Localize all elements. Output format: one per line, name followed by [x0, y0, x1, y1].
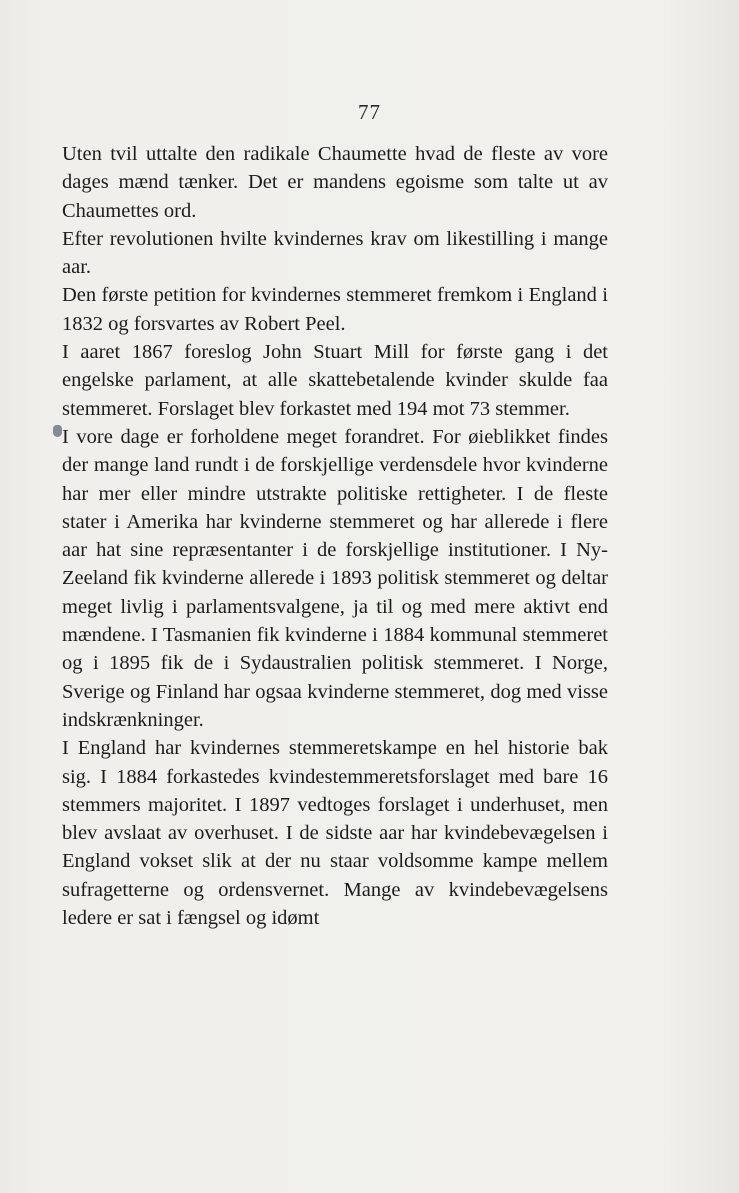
- ink-spot: [53, 425, 62, 437]
- paragraph-5: I vore dage er forholdene meget forandret. For øieblikket findes der mange land rundt i de forskjellige verdensdele hvor kvinderne har mer eller mindre utstrakte politiske rettigheter. I de fleste stater i Amerika har kvinderne stemmeret og har allerede i flere aar hat sine repræsentanter i de forskjellige institutioner. I Ny-Zeeland fik kvinderne allerede i 1893 politisk stemmeret og deltar meget livlig i parlamentsvalgene, ja til og med mere aktivt end mændene. I Tasmanien fik kvinderne i 1884 kommunal stemmeret og i 1895 fik de i Sydaustralien politisk stemmeret. I Norge, Sverige og Finland har ogsaa kvinderne stemmeret, dog med visse indskrænkninger.: [62, 425, 608, 731]
- page-number: 77: [358, 100, 381, 124]
- paragraph-1: Uten tvil uttalte den radikale Chaumette hvad de fleste av vore dages mænd tænker. Det er mandens egoisme som talte ut av Chaumettes ord.: [62, 143, 608, 222]
- paragraph-2: Efter revolutionen hvilte kvindernes krav om likestilling i mange aar.: [62, 227, 608, 279]
- paragraph-4: I aaret 1867 foreslog John Stuart Mill for første gang i det engelske parlament, at alle skattebetalende kvinder skulde faa stemmeret. Forslaget blev forkastet med 194 mot 73 stemmer.: [62, 341, 608, 420]
- paragraph-6: I England har kvindernes stemmeretskampe en hel historie bak sig. I 1884 forkastedes kvindestemmeretsforslaget med bare 16 stemmers majoritet. I 1897 vedtoges forslaget i underhuset, men blev avslaat av overhuset. I de sidste aar har kvindebevægelsen i England vokset slik at der nu staar voldsomme kampe mellem sufragetterne og ordensvernet. Mange av kvindebevægelsens ledere er sat i fængsel og idømt: [62, 737, 608, 930]
- body-text: [62, 140, 608, 932]
- paragraph-3: Den første petition for kvindernes stemmeret fremkom i England i 1832 og forsvartes av Robert Peel.: [62, 284, 608, 335]
